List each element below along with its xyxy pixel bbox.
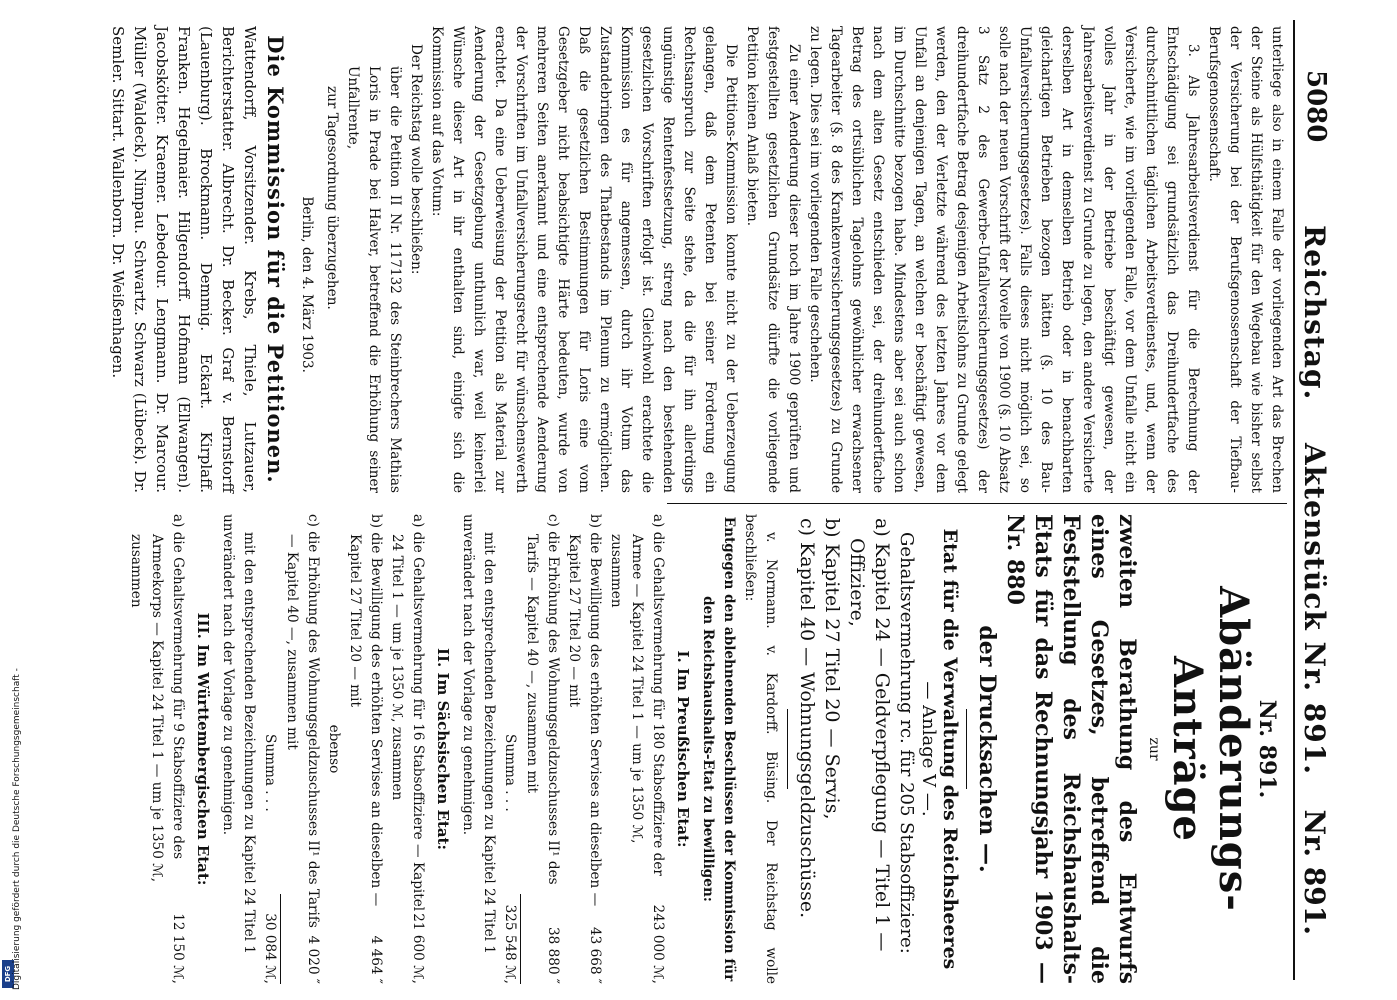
- budget-line: [344, 514, 386, 984]
- commission-members: Wattendorff, Vorsitzender. Krebs, Thiele, Lutzauer, Berichterstatter. Albrecht. Dr. Becker. Graf v. Bernstorff (Lauenburg). Brockmann. Demmig. Eckart. Kirplaff. Franken. Hegelmaier. Hilgendorff. Hofmann (Ellwangen). Jacobskötter. Kraemer. Lebedour. Lengmann. Dr. Marcour. Müller (Waldeck). Nimpau. Schwartz. Schwarz (Lübeck). Dr. Semler. Sittart. Wallenborn. Dr. Weißenhagen.: [109, 26, 259, 493]
- dfg-credit-text: Digitalisierung gefördert durch die Deutsche Forschungsgemeinschaft -: [12, 668, 22, 990]
- resolution-text: über die Petition II Nr. 117132 des Steinbrechers Mathias Loris in Prade bei Halver, betreffend die Erhöhung seiner Unfallrente,: [345, 66, 403, 493]
- budget-line-amount: 243 000 ℳ,: [650, 904, 666, 984]
- running-title-left: Reichstag.: [1298, 225, 1331, 401]
- column-divider: [667, 503, 1287, 504]
- paragraph: unverändert nach der Vorlage zu genehmigen.: [220, 514, 236, 836]
- right-column: [125, 514, 1287, 984]
- chapter-item: b) Kapitel 27 Titel 20 — Servis,: [821, 518, 843, 820]
- page-header: [1293, 20, 1335, 980]
- paragraph: mit den entsprechenden Bezeichnungen zu Kapitel 24 Titel 1: [481, 532, 497, 954]
- budget-line-amount: 4 020 ″: [305, 935, 321, 984]
- paragraph: unterliege also in einem Falle der vorliegenden Art das Brechen der Steine als Hülfsthätigkeit für den Wegebau wie bisher selbst der Versicherung bei der Berufsgenossenschaft der Tiefbau-Berufsgenossenschaft.: [1206, 26, 1285, 493]
- page-number: 5080: [1301, 70, 1331, 143]
- budget-line-text: c) die Erhöhung des Wohnungsgeldzuschusses II¹ des Tarifs — Kapitel 40 —, zusammen mit: [524, 514, 561, 885]
- item-number: Nr. 891.: [1254, 699, 1280, 799]
- ebenso-label: ebenso: [326, 724, 342, 774]
- resolution-intro: Der Reichstag wolle beschließen:: [408, 44, 424, 275]
- chapter-list: [794, 514, 894, 984]
- dfg-logo-icon: DFG: [2, 960, 14, 988]
- left-column: [107, 26, 1287, 493]
- sum-label: Summa . . .: [502, 734, 518, 812]
- budget-line: [563, 514, 605, 984]
- chapter-item: a) Kapitel 24 — Geldverpflegung — Titel 1 — Offiziere,: [846, 518, 893, 952]
- title-connector: zur: [1146, 737, 1162, 761]
- divider: [966, 709, 967, 789]
- budget-line: [605, 514, 668, 984]
- budget-line-amount: 21 600 ℳ,: [410, 913, 426, 984]
- paragraph: 3. Als Jahresarbeitsverdienst für die Berechnung der Entschädigung sei grundsätzlich das Dreihundertfache des durchschnittlichen täglichen Arbeitsverdienstes, und, wenn der Versicherte, wie im vorliegenden Falle, vor dem Unfalle nicht ein volles Jahr in der Betriebe beschäftigt gewesen, der Jahresarbeitsverdienst zu Grunde zu legen, den andere Versicherte derselben Art in demselben Betrieb oder in benachbarten gleichartigen Betrieben bezogen hätten (§. 10 des Bau-Unfallversicherungsgesetzes). Falls dieses nicht möglich sei, so solle nach der neuen Vorschrift der Novelle von 1900 (§. 10 Absatz 3 Satz 2 des Gewerbe-Unfallversicherungsgesetzes) der dreihundertfache Betrag desjenigen Arbeitslohns zu Grunde gelegt werden, den der Verletzte während des letzten Jahres vor dem Unfall an denjenigen Tagen, an welchen er beschäftigt gewesen, im Durchschnitte bezogen habe. Mindestens aber sei auch schon nach dem alten Gesetz entschieden sei, der dreihundertfache Betrag des ortsüblichen Tagelohns gewöhnlicher erwachsener Tagearbeiter (§. 8 des Krankenversicherungsgesetzes) zu Grunde zu legen. Dies sei im vorliegenden Falle geschehen.: [807, 26, 1201, 493]
- anlage-label: — Anlage V —.: [918, 681, 939, 817]
- motion-intro: v. Normann. v. Kardorff. Büsing. Der Reichstag wolle beschließen:: [742, 514, 779, 984]
- budget-line-amount: 43 668 ″: [587, 927, 603, 984]
- budget-line-text: a) die Gehaltsvermehrung für 180 Stabsoffiziere der Armee — Kapitel 24 Titel 1 — um je 1350 ℳ, zusammen: [608, 514, 666, 876]
- etat-heading: Etat für die Verwaltung des Reichsheeres: [939, 528, 961, 970]
- budget-line: [386, 514, 428, 984]
- paragraph: mit den entsprechenden Bezeichnungen zu Kapitel 24 Titel 1: [241, 532, 257, 954]
- budget-line-text: a) die Gehaltsvermehrung für 16 Stabsoffiziere — Kapitel 24 Titel 1 — um je 1350 ℳ, zusammen: [389, 514, 426, 912]
- resolution-outcome: zur Tagesordnung überzugehen.: [324, 86, 340, 310]
- budget-line-amount: 12 150 ℳ,: [170, 913, 186, 984]
- sum-label: Summa . . .: [262, 734, 278, 812]
- subject: [973, 514, 1141, 984]
- document-title: Abänderungs-Anträge: [1164, 586, 1257, 912]
- budget-line-text: b) die Bewilligung des erhöhten Servises an dieselben — Kapitel 27 Titel 20 — mit: [347, 514, 384, 907]
- budget-line-amount: 38 880 ″: [545, 927, 561, 984]
- dfg-credit: [0, 0, 22, 1000]
- motion-heading: Entgegen den ablehnenden Beschlüssen der Kommission für den Reichshaushalts-Etat zu bewilligen:: [700, 516, 737, 982]
- paragraph: Die Petitions-Kommission konnte nicht zu der Ueberzeugung gelangen, daß dem Petenten bei seiner Forderung ein Rechtsanspruch zur Seite stehe, da die für ihn allerdings ungünstige Rentenfestsetzung, streng nach den bestehenden gesetzlichen Vorschriften erfolgt ist. Gleichwohl erachtete die Kommission es für angemessen, durch ihr Votum das Zustandebringen des Thatbestands im Plenum zu ermöglichen. Daß die gesetzlichen Bestimmungen für Loris eine vom Gesetzgeber nicht beabsichtigte Härte bedeuten, wurde von mehreren Seiten anerkannt und eine entsprechende Aenderung der Vorschriften im Unfallversicherungsrecht für wünschenswerth erachtet. Da eine Ueberweisung der Petition als Material zur Aenderung der Gesetzgebung unthunlich war, weil keinerlei Wünsche dieser Art in ihr enthalten sind, einigte sich die Kommission auf das Votum:: [429, 26, 739, 493]
- document-number: Nr. 891.: [1298, 809, 1331, 935]
- running-title-right: Aktenstück Nr. 891.: [1298, 443, 1331, 775]
- budget-line-text: c) die Erhöhung des Wohnungsgeldzuschusses II¹ des Tarifs — Kapitel 40 —, zusammen mit: [284, 514, 321, 928]
- sum-amount: 30 084 ℳ,: [262, 913, 278, 984]
- budget-line-text: a) die Gehaltsvermehrung für 9 Stabsoffiziere des Armeekorps — Kapitel 24 Titel 1 — um je 1350 ℳ, zusammen: [128, 514, 186, 883]
- section-heading: II. Im Sächsischen Etat:: [434, 647, 452, 851]
- budget-line: [281, 514, 323, 984]
- budget-sum: [499, 514, 520, 984]
- budget-line-amount: 4 464 ″: [368, 935, 384, 984]
- date-line: Berlin, den 4. März 1903.: [299, 196, 315, 373]
- chapter-item: c) Kapitel 40 — Wohnungsgeldzuschüsse.: [796, 518, 818, 919]
- commission-title: Die Kommission für die Petitionen.: [263, 35, 288, 484]
- section-heading: III. Im Württembergischen Etat:: [194, 612, 212, 886]
- sum-amount: 325 548 ℳ,: [502, 904, 518, 984]
- paragraph: Zu einer Aenderung dieser noch im Jahre 1900 geprüften und festgestellten gesetzlichen Grundsätze dürfte die vorliegende Petition keinen Anlaß bieten.: [744, 26, 802, 493]
- section-heading: I. Im Preußischen Etat:: [674, 650, 692, 848]
- subject-line-end: der Drucksachen —.: [974, 625, 1000, 873]
- gehalt-line: Gehaltsvermehrung rc. für 205 Stabsoffiziere:: [896, 532, 917, 954]
- budget-line: [521, 514, 563, 984]
- paragraph: unverändert nach der Vorlage zu genehmigen.: [460, 514, 476, 836]
- divider: [787, 709, 788, 789]
- budget-line: [125, 514, 188, 984]
- budget-sum: [259, 514, 280, 984]
- subject-line: zweiten Berathung des Entwurfs eines Gesetzes, betreffend die Feststellung des Reichshaushalts-Etats für das Rechnungsjahr 1903 — Nr. 880: [1002, 514, 1140, 984]
- budget-line-text: b) die Bewilligung des erhöhten Servises an dieselben — Kapitel 27 Titel 20 — mit: [566, 514, 603, 907]
